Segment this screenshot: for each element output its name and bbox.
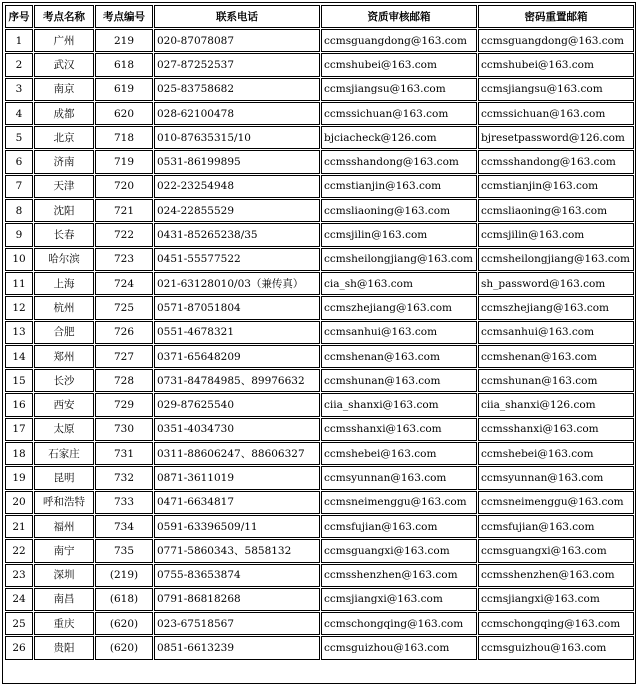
table-row <box>5 515 634 538</box>
cell-reset-email: sh_password@163.com <box>478 272 634 295</box>
cell-center-code: 728 <box>95 369 153 392</box>
cell-phone: 0771-5860343、5858132 <box>154 539 320 562</box>
cell-phone: 0591-63396509/11 <box>154 515 320 538</box>
cell-center-code: 735 <box>95 539 153 562</box>
table-row <box>5 102 634 125</box>
cell-phone: 0755-83653874 <box>154 564 320 587</box>
cell-phone: 010-87635315/10 <box>154 126 320 149</box>
cell-center-name: 济南 <box>34 150 94 173</box>
cell-reset-email: ccmssichuan@163.com <box>478 102 634 125</box>
cell-reset-email: ccmstianjin@163.com <box>478 175 634 198</box>
cell-center-code: (620) <box>95 636 153 659</box>
cell-reset-email: ccmsheilongjiang@163.com <box>478 248 634 271</box>
cell-review-email: ccmstianjin@163.com <box>321 175 477 198</box>
cell-index: 11 <box>5 272 33 295</box>
table-row <box>5 126 634 149</box>
cell-center-code: 724 <box>95 272 153 295</box>
cell-index: 21 <box>5 515 33 538</box>
table-frame <box>2 2 636 684</box>
cell-phone: 0431-85265238/35 <box>154 223 320 246</box>
cell-review-email: ccmsyunnan@163.com <box>321 466 477 489</box>
cell-center-name: 沈阳 <box>34 199 94 222</box>
cell-review-email: ccmsanhui@163.com <box>321 321 477 344</box>
table-row <box>5 612 634 635</box>
cell-phone: 029-87625540 <box>154 393 320 416</box>
cell-index: 20 <box>5 491 33 514</box>
table-row <box>5 78 634 101</box>
cell-center-code: 722 <box>95 223 153 246</box>
cell-reset-email: ciia_shanxi@126.com <box>478 393 634 416</box>
cell-review-email: ccmssichuan@163.com <box>321 102 477 125</box>
cell-center-code: 721 <box>95 199 153 222</box>
cell-review-email: bjciacheck@126.com <box>321 126 477 149</box>
table-row <box>5 175 634 198</box>
cell-center-code: (620) <box>95 612 153 635</box>
cell-center-name: 南昌 <box>34 588 94 611</box>
cell-phone: 0731-84784985、89976632 <box>154 369 320 392</box>
cell-center-code: 219 <box>95 29 153 52</box>
cell-center-name: 成都 <box>34 102 94 125</box>
cell-center-name: 郑州 <box>34 345 94 368</box>
cell-index: 17 <box>5 418 33 441</box>
table-row <box>5 636 634 659</box>
cell-review-email: ccmshubei@163.com <box>321 53 477 76</box>
cell-center-name: 杭州 <box>34 296 94 319</box>
table-row <box>5 564 634 587</box>
cell-phone: 0371-65648209 <box>154 345 320 368</box>
cell-center-name: 武汉 <box>34 53 94 76</box>
table-row <box>5 588 634 611</box>
cell-review-email: ccmsshanxi@163.com <box>321 418 477 441</box>
cell-phone: 0851-6613239 <box>154 636 320 659</box>
cell-phone: 0551-4678321 <box>154 321 320 344</box>
table-row <box>5 369 634 392</box>
cell-center-code: 723 <box>95 248 153 271</box>
cell-index: 18 <box>5 442 33 465</box>
cell-review-email: ccmsjilin@163.com <box>321 223 477 246</box>
cell-center-code: 718 <box>95 126 153 149</box>
table-row <box>5 466 634 489</box>
cell-center-code: 734 <box>95 515 153 538</box>
cell-phone: 020-87078087 <box>154 29 320 52</box>
cell-review-email: ciia_shanxi@163.com <box>321 393 477 416</box>
cell-center-code: 620 <box>95 102 153 125</box>
table-row <box>5 491 634 514</box>
table-row <box>5 296 634 319</box>
cell-index: 1 <box>5 29 33 52</box>
cell-phone: 023-67518567 <box>154 612 320 635</box>
cell-index: 15 <box>5 369 33 392</box>
cell-review-email: ccmsjiangxi@163.com <box>321 588 477 611</box>
cell-center-name: 福州 <box>34 515 94 538</box>
cell-review-email: ccmsguangdong@163.com <box>321 29 477 52</box>
cell-index: 5 <box>5 126 33 149</box>
cell-index: 3 <box>5 78 33 101</box>
table-row <box>5 272 634 295</box>
cell-reset-email: bjresetpassword@126.com <box>478 126 634 149</box>
cell-reset-email: ccmshubei@163.com <box>478 53 634 76</box>
cell-center-code: 731 <box>95 442 153 465</box>
cell-phone: 025-83758682 <box>154 78 320 101</box>
cell-center-code: 719 <box>95 150 153 173</box>
cell-phone: 027-87252537 <box>154 53 320 76</box>
cell-review-email: ccmszhejiang@163.com <box>321 296 477 319</box>
cell-review-email: ccmsjiangsu@163.com <box>321 78 477 101</box>
exam-center-table <box>4 4 635 661</box>
cell-phone: 022-23254948 <box>154 175 320 198</box>
table-row <box>5 539 634 562</box>
cell-reset-email: ccmszhejiang@163.com <box>478 296 634 319</box>
table-row <box>5 223 634 246</box>
cell-index: 10 <box>5 248 33 271</box>
cell-phone: 0311-88606247、88606327 <box>154 442 320 465</box>
cell-center-code: 730 <box>95 418 153 441</box>
cell-reset-email: ccmsfujian@163.com <box>478 515 634 538</box>
cell-review-email: ccmsliaoning@163.com <box>321 199 477 222</box>
cell-review-email: ccmsshenzhen@163.com <box>321 564 477 587</box>
cell-phone: 021-63128010/03（兼传真） <box>154 272 320 295</box>
cell-reset-email: ccmsshenzhen@163.com <box>478 564 634 587</box>
cell-reset-email: ccmsliaoning@163.com <box>478 199 634 222</box>
table-body <box>5 29 634 660</box>
cell-review-email: ccmshunan@163.com <box>321 369 477 392</box>
cell-phone: 0471-6634817 <box>154 491 320 514</box>
table-row <box>5 199 634 222</box>
cell-reset-email: ccmsjiangxi@163.com <box>478 588 634 611</box>
cell-review-email: ccmschongqing@163.com <box>321 612 477 635</box>
cell-center-code: 727 <box>95 345 153 368</box>
cell-reset-email: ccmsjilin@163.com <box>478 223 634 246</box>
cell-reset-email: ccmsanhui@163.com <box>478 321 634 344</box>
table-row <box>5 442 634 465</box>
cell-phone: 024-22855529 <box>154 199 320 222</box>
cell-index: 9 <box>5 223 33 246</box>
cell-phone: 0351-4034730 <box>154 418 320 441</box>
table-row <box>5 345 634 368</box>
cell-review-email: cia_sh@163.com <box>321 272 477 295</box>
cell-center-name: 深圳 <box>34 564 94 587</box>
cell-reset-email: ccmshebei@163.com <box>478 442 634 465</box>
cell-reset-email: ccmsguangdong@163.com <box>478 29 634 52</box>
cell-phone: 028-62100478 <box>154 102 320 125</box>
cell-index: 13 <box>5 321 33 344</box>
cell-center-name: 长春 <box>34 223 94 246</box>
cell-center-name: 上海 <box>34 272 94 295</box>
cell-center-name: 贵阳 <box>34 636 94 659</box>
cell-center-code: 726 <box>95 321 153 344</box>
cell-center-name: 昆明 <box>34 466 94 489</box>
cell-index: 8 <box>5 199 33 222</box>
cell-review-email: ccmsguizhou@163.com <box>321 636 477 659</box>
cell-center-code: 733 <box>95 491 153 514</box>
cell-index: 2 <box>5 53 33 76</box>
table-row <box>5 29 634 52</box>
cell-center-code: 729 <box>95 393 153 416</box>
cell-reset-email: ccmshunan@163.com <box>478 369 634 392</box>
cell-reset-email: ccmsshandong@163.com <box>478 150 634 173</box>
cell-review-email: ccmsheilongjiang@163.com <box>321 248 477 271</box>
cell-review-email: ccmsneimenggu@163.com <box>321 491 477 514</box>
cell-center-name: 太原 <box>34 418 94 441</box>
cell-review-email: ccmshebei@163.com <box>321 442 477 465</box>
cell-center-name: 呼和浩特 <box>34 491 94 514</box>
cell-center-name: 南京 <box>34 78 94 101</box>
cell-index: 6 <box>5 150 33 173</box>
cell-review-email: ccmsfujian@163.com <box>321 515 477 538</box>
cell-reset-email: ccmsyunnan@163.com <box>478 466 634 489</box>
cell-review-email: ccmsguangxi@163.com <box>321 539 477 562</box>
cell-center-name: 长沙 <box>34 369 94 392</box>
header-center-code: 考点编号 <box>95 5 153 28</box>
header-center-name: 考点名称 <box>34 5 94 28</box>
cell-center-code: 619 <box>95 78 153 101</box>
cell-index: 23 <box>5 564 33 587</box>
cell-reset-email: ccmsguizhou@163.com <box>478 636 634 659</box>
table-row <box>5 150 634 173</box>
header-review-email: 资质审核邮箱 <box>321 5 477 28</box>
cell-index: 22 <box>5 539 33 562</box>
cell-phone: 0791-86818268 <box>154 588 320 611</box>
table-row <box>5 393 634 416</box>
cell-reset-email: ccmsguangxi@163.com <box>478 539 634 562</box>
cell-index: 14 <box>5 345 33 368</box>
header-index: 序号 <box>5 5 33 28</box>
cell-review-email: ccmsshandong@163.com <box>321 150 477 173</box>
cell-index: 19 <box>5 466 33 489</box>
header-reset-email: 密码重置邮箱 <box>478 5 634 28</box>
header-phone: 联系电话 <box>154 5 320 28</box>
cell-review-email: ccmshenan@163.com <box>321 345 477 368</box>
cell-index: 4 <box>5 102 33 125</box>
cell-phone: 0871-3611019 <box>154 466 320 489</box>
cell-center-name: 广州 <box>34 29 94 52</box>
cell-center-name: 西安 <box>34 393 94 416</box>
cell-index: 16 <box>5 393 33 416</box>
cell-reset-email: ccmshenan@163.com <box>478 345 634 368</box>
cell-center-name: 石家庄 <box>34 442 94 465</box>
table-row <box>5 53 634 76</box>
cell-reset-email: ccmsshanxi@163.com <box>478 418 634 441</box>
cell-center-code: 720 <box>95 175 153 198</box>
cell-center-code: 732 <box>95 466 153 489</box>
cell-center-code: 725 <box>95 296 153 319</box>
cell-center-name: 南宁 <box>34 539 94 562</box>
cell-reset-email: ccmsjiangsu@163.com <box>478 78 634 101</box>
cell-index: 26 <box>5 636 33 659</box>
cell-index: 7 <box>5 175 33 198</box>
table-row <box>5 418 634 441</box>
cell-index: 12 <box>5 296 33 319</box>
cell-center-name: 重庆 <box>34 612 94 635</box>
cell-center-code: (219) <box>95 564 153 587</box>
cell-center-code: (618) <box>95 588 153 611</box>
cell-index: 24 <box>5 588 33 611</box>
cell-phone: 0571-87051804 <box>154 296 320 319</box>
table-row <box>5 248 634 271</box>
cell-center-name: 哈尔滨 <box>34 248 94 271</box>
header-row <box>5 5 634 28</box>
table-row <box>5 321 634 344</box>
cell-center-name: 北京 <box>34 126 94 149</box>
cell-reset-email: ccmsneimenggu@163.com <box>478 491 634 514</box>
cell-phone: 0451-55577522 <box>154 248 320 271</box>
cell-index: 25 <box>5 612 33 635</box>
cell-center-name: 合肥 <box>34 321 94 344</box>
cell-center-name: 天津 <box>34 175 94 198</box>
cell-phone: 0531-86199895 <box>154 150 320 173</box>
cell-reset-email: ccmschongqing@163.com <box>478 612 634 635</box>
cell-center-code: 618 <box>95 53 153 76</box>
